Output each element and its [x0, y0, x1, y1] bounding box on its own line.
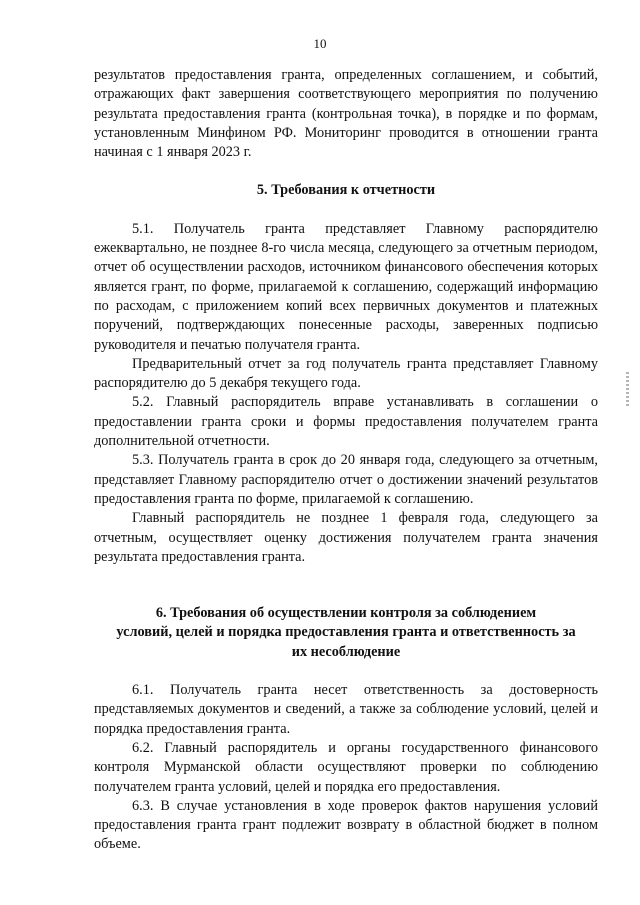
document-body — [94, 66, 598, 855]
paragraph-6-1: 6.1. Получатель гранта несет ответственность за достоверность представляемых документов и сведений, а также за соблюдение условий, целей и порядка предоставления гранта. — [94, 682, 598, 737]
paragraph-preliminary-report: Предварительный отчет за год получатель гранта представляет Главному распорядителю до 5 декабря текущего года. — [94, 355, 598, 392]
paragraph-5-3: 5.3. Получатель гранта в срок до 20 января года, следующего за отчетным, представляет Главному распорядителю отчет о достижении значений результатов предоставления гранта по форме, прилагаемой к соглашению. — [94, 452, 598, 507]
page-number: 10 — [313, 36, 327, 51]
section-6-heading-line-3: их несоблюдение — [291, 643, 401, 660]
paragraph-evaluation: Главный распорядитель не позднее 1 февраля года, следующего за отчетным, осуществляет оценку достижения получателем гранта значения результата предоставления гранта. — [94, 510, 598, 565]
intro-paragraph: результатов предоставления гранта, определенных соглашением, и событий, отражающих факт завершения соответствующего мероприятия по получению результата предоставления гранта (контрольная точка), в порядке и по формам, установленным Минфином РФ. Мониторинг проводится в отношении гранта начиная с 1 января 2023 г. — [94, 67, 598, 161]
paragraph-5-1: 5.1. Получатель гранта представляет Главному распорядителю ежеквартально, не позднее 8-го числа месяца, следующего за отчетным периодом, отчет об осуществлении расходов, источником финансового обеспечения которых является грант, по форме, прилагаемой к соглашению, содержащий информацию по расходам, с приложением копий всех первичных документов и платежных поручений, подтверждающих понесенные расходы, заверенных подписью руководителя и печатью получателя гранта. — [94, 220, 598, 353]
section-5-heading: 5. Требования к отчетности — [256, 182, 436, 199]
paragraph-5-2: 5.2. Главный распорядитель вправе устанавливать в соглашении о предоставлении гранта сроки и формы предоставления получателем гранта дополнительной отчетности. — [94, 394, 598, 450]
margin-scan-mark — [626, 372, 629, 408]
paragraph-6-3: 6.3. В случае установления в ходе проверок фактов нарушения условий предоставления гранта грант подлежит возврату в областной бюджет в полном объеме. — [94, 797, 598, 853]
section-6-heading — [94, 604, 598, 662]
paragraph-6-2: 6.2. Главный распорядитель и органы государственного финансового контроля Мурманской области осуществляют проверки по соблюдению получателем гранта условий, целей и порядка его предоставления. — [94, 739, 598, 795]
section-6-heading-line-1: 6. Требования об осуществлении контроля за соблюдением — [155, 605, 537, 622]
section-6-heading-line-2: условий, целей и порядка предоставления гранта и ответственность за — [116, 624, 576, 641]
